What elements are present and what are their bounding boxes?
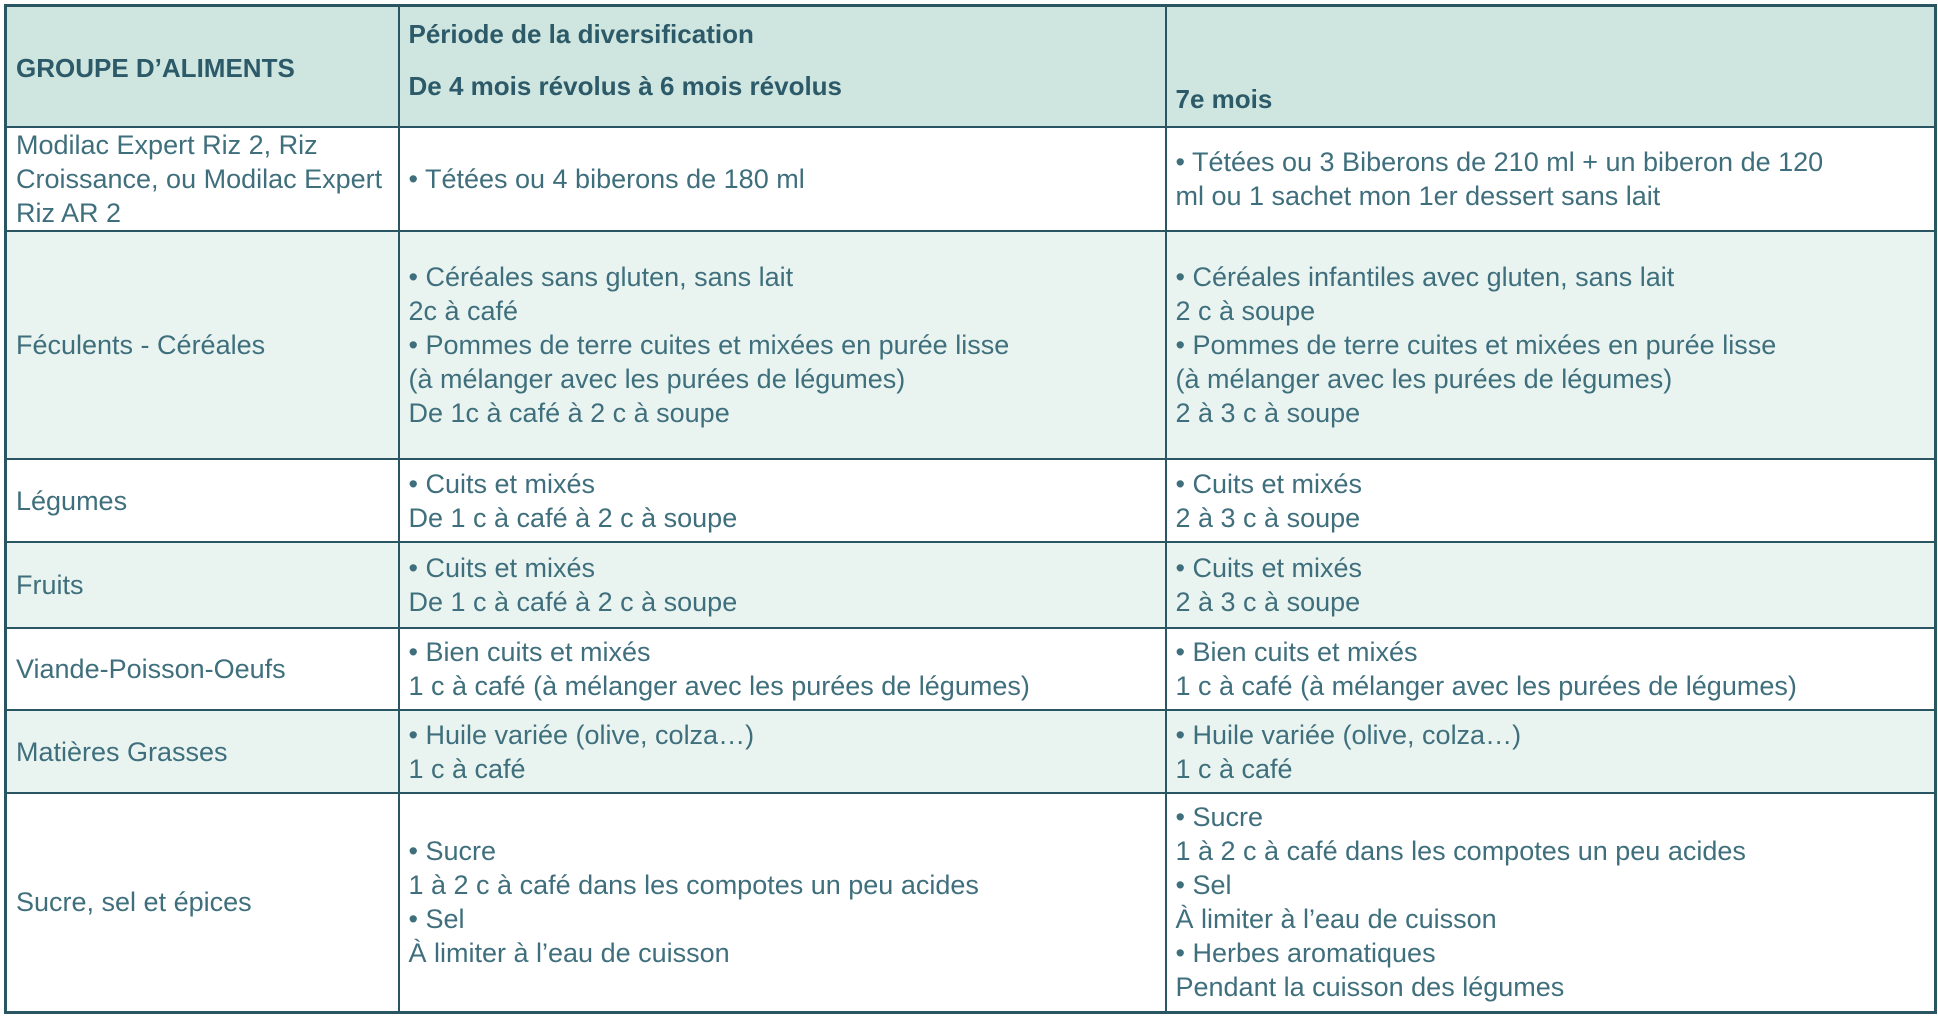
- food-group-label: Légumes: [16, 485, 128, 516]
- cell-month-7: [1166, 127, 1936, 232]
- cell-line: 1 c à café (à mélanger avec les purées de légumes): [1175, 671, 1797, 702]
- food-group-label: Fruits: [16, 570, 84, 601]
- cell-line: À limiter à l’eau de cuisson: [1175, 904, 1497, 935]
- cell-month-7: [1166, 542, 1936, 628]
- cell-line: 1 à 2 c à café dans les compotes un peu acides: [1175, 836, 1746, 867]
- diversification-table: [4, 4, 1937, 1014]
- cell-line: 1 à 2 c à café dans les compotes un peu acides: [408, 870, 979, 901]
- diversification-table-container: [4, 4, 1934, 1014]
- cell-line: • Pommes de terre cuites et mixées en purée lisse: [408, 329, 1010, 360]
- cell-line: À limiter à l’eau de cuisson: [408, 938, 730, 969]
- cell-line: • Bien cuits et mixés: [1175, 637, 1418, 668]
- table-row: [6, 459, 1936, 543]
- cell-line: 2 c à soupe: [1175, 295, 1316, 326]
- cell-month-7: [1166, 710, 1936, 793]
- cell-line: De 1 c à café à 2 c à soupe: [408, 502, 738, 533]
- cell-period: [399, 793, 1166, 1013]
- cell-period: [399, 231, 1166, 459]
- cell-month-7: [1166, 793, 1936, 1013]
- table-row: [6, 710, 1936, 793]
- cell-line: • Sucre: [408, 836, 496, 867]
- cell-line: • Cuits et mixés: [408, 468, 595, 499]
- cell-line: • Bien cuits et mixés: [408, 637, 651, 668]
- cell-food-group: [6, 459, 399, 543]
- header-period-subtitle: De 4 mois révolus à 6 mois révolus: [408, 71, 843, 101]
- cell-line: 2 à 3 c à soupe: [1175, 587, 1361, 618]
- cell-food-group: [6, 710, 399, 793]
- cell-period: [399, 127, 1166, 232]
- cell-line: • Tétées ou 3 Biberons de 210 ml + un biberon de 120: [1175, 146, 1824, 177]
- cell-period: [399, 542, 1166, 628]
- cell-line: • Cuits et mixés: [408, 553, 595, 584]
- cell-line: • Herbes aromatiques: [1175, 938, 1436, 969]
- table-row: [6, 127, 1936, 232]
- cell-line: • Sel: [1175, 870, 1232, 901]
- table-row: [6, 542, 1936, 628]
- cell-line: ml ou 1 sachet mon 1er dessert sans lait: [1175, 180, 1661, 211]
- food-group-label: Sucre, sel et épices: [16, 887, 252, 918]
- food-group-label: Matières Grasses: [16, 736, 228, 767]
- cell-food-group: [6, 793, 399, 1013]
- cell-line: • Pommes de terre cuites et mixées en purée lisse: [1175, 329, 1777, 360]
- cell-line: • Tétées ou 4 biberons de 180 ml: [408, 163, 805, 194]
- cell-month-7: [1166, 628, 1936, 711]
- cell-line: 2c à café: [408, 295, 519, 326]
- cell-line: 2 à 3 c à soupe: [1175, 502, 1361, 533]
- cell-period: [399, 710, 1166, 793]
- header-food-group: GROUPE D’ALIMENTS: [6, 6, 399, 127]
- cell-line: • Sel: [408, 904, 465, 935]
- food-group-label: Viande-Poisson-Oeufs: [16, 654, 286, 685]
- cell-month-7: [1166, 231, 1936, 459]
- cell-line: De 1c à café à 2 c à soupe: [408, 397, 730, 428]
- header-month-7: 7e mois: [1166, 6, 1936, 127]
- cell-line: • Cuits et mixés: [1175, 468, 1362, 499]
- cell-food-group: [6, 542, 399, 628]
- cell-line: • Huile variée (olive, colza…): [408, 719, 755, 750]
- cell-line: • Céréales sans gluten, sans lait: [408, 261, 794, 292]
- cell-line: 1 c à café: [1175, 753, 1293, 784]
- cell-line: • Cuits et mixés: [1175, 553, 1362, 584]
- header-row: [6, 6, 1936, 127]
- cell-food-group: [6, 628, 399, 711]
- food-group-label: Modilac Expert Riz 2, Riz Croissance, ou Modilac Expert Riz AR 2: [16, 129, 383, 228]
- cell-line: (à mélanger avec les purées de légumes): [408, 363, 906, 394]
- cell-period: [399, 459, 1166, 543]
- food-group-label: Féculents - Céréales: [16, 329, 266, 360]
- cell-line: 1 c à café (à mélanger avec les purées de légumes): [408, 671, 1030, 702]
- cell-month-7: [1166, 459, 1936, 543]
- cell-period: [399, 628, 1166, 711]
- cell-line: (à mélanger avec les purées de légumes): [1175, 363, 1673, 394]
- cell-food-group: [6, 231, 399, 459]
- table-row: [6, 628, 1936, 711]
- cell-line: Pendant la cuisson des légumes: [1175, 972, 1565, 1003]
- cell-line: 1 c à café: [408, 753, 526, 784]
- table-row: [6, 793, 1936, 1013]
- header-period: [399, 6, 1166, 127]
- cell-food-group: [6, 127, 399, 232]
- cell-line: 2 à 3 c à soupe: [1175, 397, 1361, 428]
- cell-line: De 1 c à café à 2 c à soupe: [408, 587, 738, 618]
- table-row: [6, 231, 1936, 459]
- header-period-title: Période de la diversification: [408, 19, 754, 49]
- cell-line: • Sucre: [1175, 802, 1263, 833]
- cell-line: • Huile variée (olive, colza…): [1175, 719, 1522, 750]
- cell-line: • Céréales infantiles avec gluten, sans lait: [1175, 261, 1675, 292]
